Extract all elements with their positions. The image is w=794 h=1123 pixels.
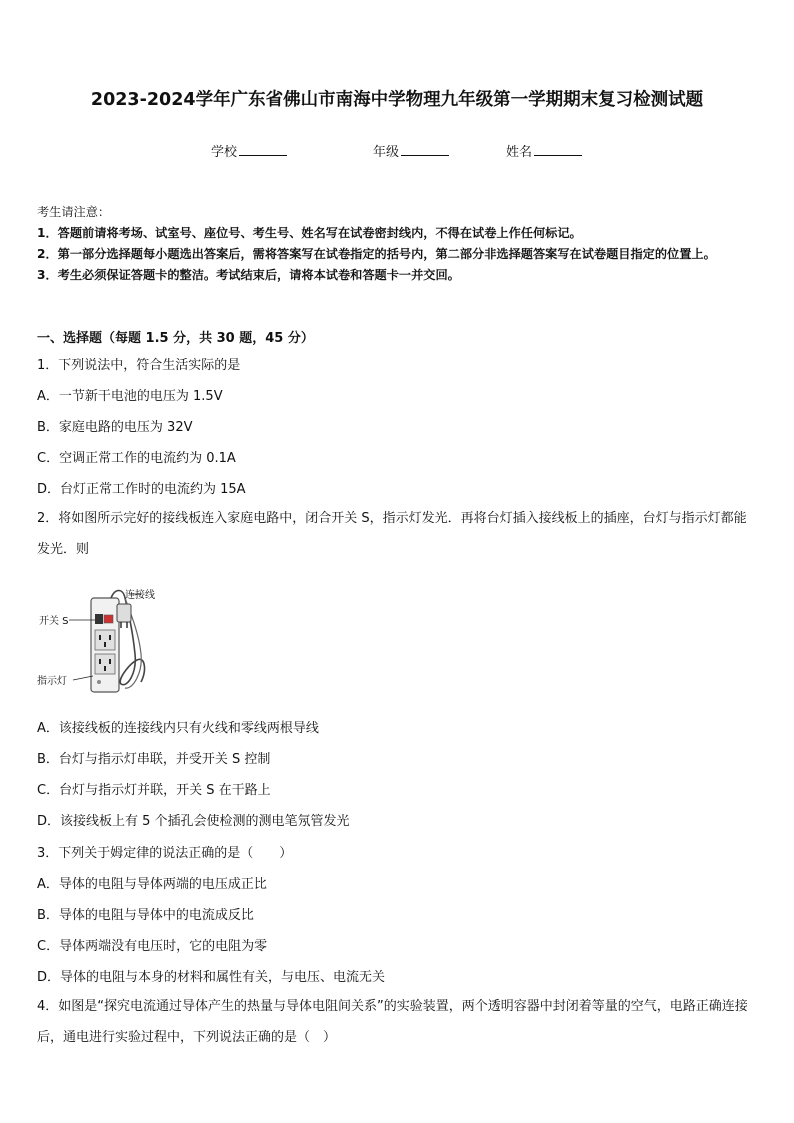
name-field [506, 141, 582, 160]
question-option: C．空调正常工作的电流约为 0.1A [37, 451, 236, 466]
grade-field [373, 141, 449, 160]
name-blank [534, 143, 582, 156]
exam-notice [37, 202, 759, 286]
question-option: C．导体两端没有电压时，它的电阻为零 [37, 939, 268, 954]
question-option: D．台灯正常工作时的电流约为 15A [37, 482, 246, 497]
name-label: 姓名 [506, 145, 533, 160]
notice-item: 1．答题前请将考场、试室号、座位号、考生号、姓名写在试卷密封线内，不得在试卷上作任何标记。 [37, 226, 582, 240]
notice-item: 3．考生必须保证答题卡的整洁。考试结束后，请将本试卷和答题卡一并交回。 [37, 268, 460, 282]
notice-heading: 考生请注意： [37, 205, 111, 219]
question-stem: 1．下列说法中，符合生活实际的是 [37, 358, 241, 373]
question-stem: 4．如图是“探究电流通过导体产生的热量与导体电阻间关系”的实验装置，两个透明容器中封闭着等量的空气，电路正确连接后，通电进行实验过程中，下列说法正确的是（ ） [37, 999, 748, 1045]
school-field [211, 141, 287, 160]
question-option: B．导体的电阻与导体中的电流成反比 [37, 908, 254, 923]
question-option: A．一节新干电池的电压为 1.5V [37, 389, 223, 404]
question-stem: 2．将如图所示完好的接线板连入家庭电路中，闭合开关 S，指示灯发光．再将台灯插入接线板上的插座，台灯与指示灯都能发光．则 [37, 511, 747, 557]
question-option: A．该接线板的连接线内只有火线和零线两根导线 [37, 721, 319, 736]
school-blank [239, 143, 287, 156]
exam-title: 2023-2024学年广东省佛山市南海中学物理九年级第一学期期末复习检测试题 [90, 90, 704, 110]
section-heading: 一、选择题（每题 1.5 分，共 30 题，45 分） [37, 331, 314, 346]
grade-label: 年级 [373, 145, 400, 160]
label-wire: 连接线 [125, 590, 155, 601]
grade-blank [401, 143, 449, 156]
label-switch: 开关 S [39, 616, 69, 627]
question-option: C．台灯与指示灯并联，开关 S 在干路上 [37, 783, 271, 798]
power-strip-illustration [37, 584, 167, 696]
question-option: D．该接线板上有 5 个插孔会使检测的测电笔氖管发光 [37, 814, 350, 829]
power-strip-figure [37, 584, 167, 696]
question-option: D．导体的电阻与本身的材料和属性有关，与电压、电流无关 [37, 970, 386, 985]
notice-item: 2．第一部分选择题每小题选出答案后，需将答案写在试卷指定的括号内，第二部分非选择题答案写在试卷题目指定的位置上。 [37, 247, 716, 261]
label-lamp: 指示灯 [37, 676, 67, 687]
question-option: B．台灯与指示灯串联，并受开关 S 控制 [37, 752, 271, 767]
school-label: 学校 [211, 145, 238, 160]
question-option: B．家庭电路的电压为 32V [37, 420, 193, 435]
question-option: A．导体的电阻与导体两端的电压成正比 [37, 877, 267, 892]
question-stem: 3．下列关于姆定律的说法正确的是（ ） [37, 846, 293, 861]
